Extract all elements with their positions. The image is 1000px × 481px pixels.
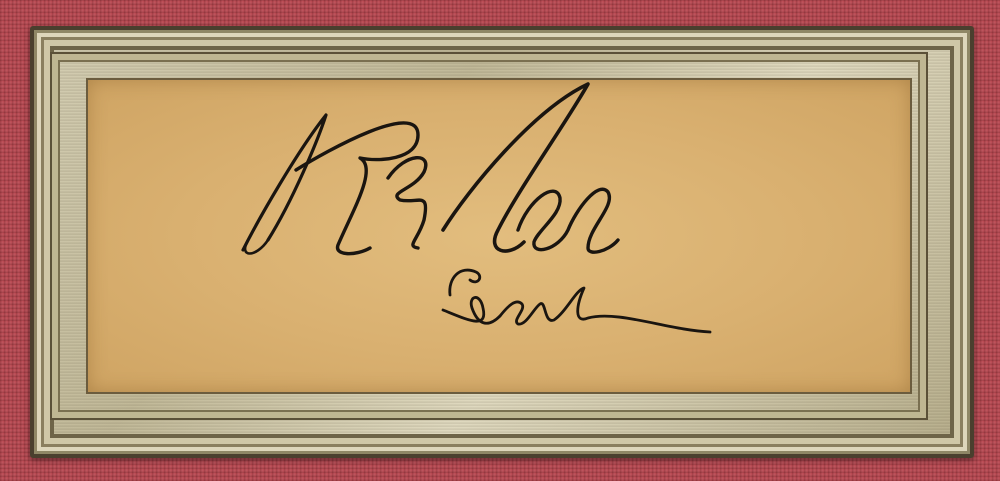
signature-stroke-e xyxy=(388,158,426,248)
signature-stroke-ee xyxy=(518,189,618,252)
handwritten-signature xyxy=(88,80,910,392)
signature-stroke-l xyxy=(443,84,588,251)
signature-stroke-g xyxy=(443,270,500,323)
signature-stroke-r xyxy=(243,115,326,250)
signature-stroke-enl xyxy=(500,288,710,332)
